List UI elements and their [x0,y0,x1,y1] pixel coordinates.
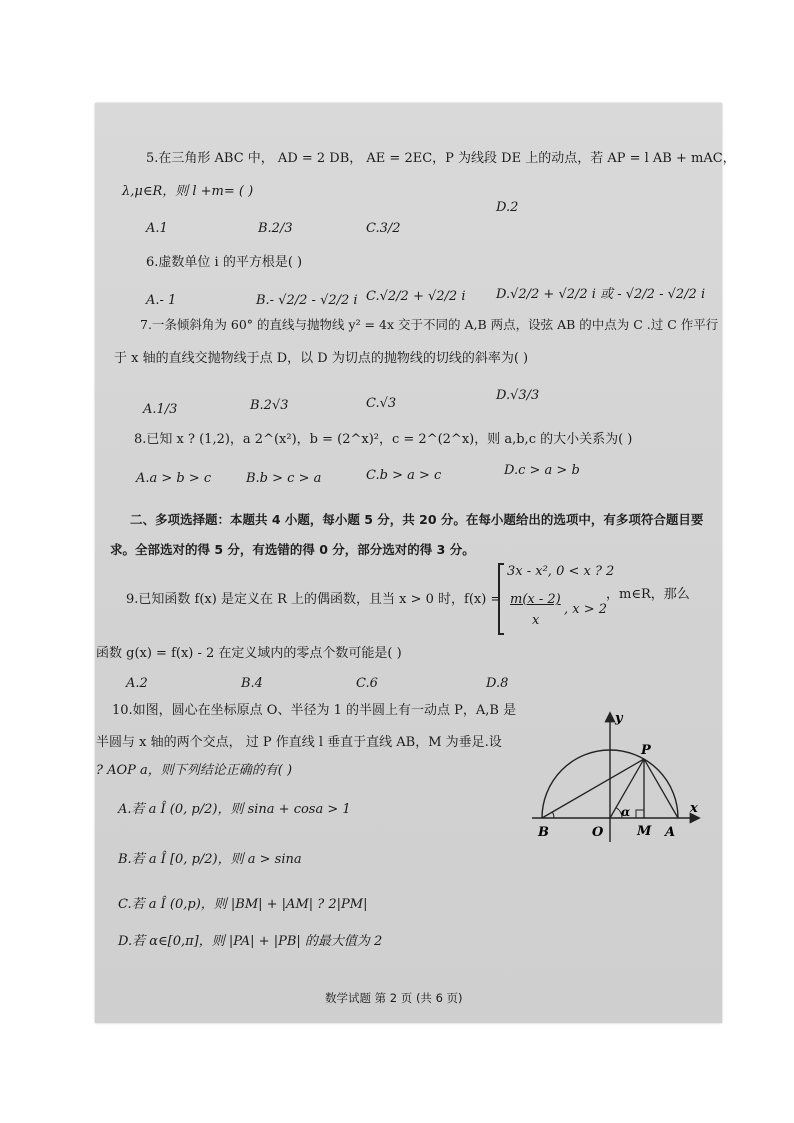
q7-option-c: C.√3 [366,396,397,411]
q6-option-d: D.√2/2 + √2/2 i 或 - √2/2 - √2/2 i [496,287,706,302]
q9-piecewise-brace [498,563,504,635]
q8-option-d: D.c > a > b [504,463,580,478]
q7-stem-line2: 于 x 轴的直线交抛物线于点 D，以 D 为切点的抛物线的切线的斜率为( ) [114,351,529,366]
label-alpha: α [621,805,631,819]
q9-piece2-denominator: x [532,613,540,628]
q10-option-d: D.若 α∈[0,π]，则 |PA| + |PB| 的最大值为 2 [118,934,383,949]
q10-semicircle-figure [528,706,704,846]
segment-pa [644,759,678,818]
label-y: y [615,711,623,726]
q9-piece1: 3x - x², 0 < x ? 2 [507,564,615,579]
q9-stem-line2: 函数 g(x) = f(x) - 2 在定义域内的零点个数可能是( ) [96,646,402,661]
label-o: O [592,825,604,840]
q7-option-a: A.1/3 [143,402,178,417]
angle-b-arc [552,812,554,818]
q8-stem: 8.已知 x ? (1,2)，a 2^(x²)，b = (2^x)²，c = 2^(2^x)，则 a,b,c 的大小关系为( ) [134,432,633,447]
q10-stem-line2: 半圆与 x 轴的两个交点， 过 P 作直线 l 垂直于直线 AB，M 为垂足.设 [96,735,502,750]
section2-heading-line1: 二、多项选择题：本题共 4 小题，每小题 5 分，共 20 分。在每小题给出的选项中，有多项符合题目要 [130,512,704,527]
q9-stem-b: ，m∈R，那么 [606,587,690,602]
q9-option-b: B.4 [241,676,263,691]
q5-option-d: D.2 [496,200,519,215]
q7-option-d: D.√3/3 [496,388,540,403]
q8-option-a: A.a > b > c [136,471,212,486]
q5-option-b: B.2/3 [258,221,293,236]
q8-option-c: C.b > a > c [366,468,442,483]
q10-stem-line3: ? AOP a，则下列结论正确的有( ) [96,763,293,778]
right-angle-mark [636,810,644,818]
label-p: P [641,743,651,758]
q9-option-c: C.6 [356,676,378,691]
label-m: M [637,824,652,839]
q6-option-a: A.- 1 [146,293,177,308]
q6-option-c: C.√2/2 + √2/2 i [366,289,466,304]
q10-option-a: A.若 a Î (0, p/2)，则 sina + cosa > 1 [118,802,351,817]
section2-heading-line2: 求。全部选对的得 5 分，有选错的得 0 分，部分选对的得 3 分。 [110,542,475,557]
q6-stem: 6.虚数单位 i 的平方根是( ) [146,255,303,270]
q10-option-c: C.若 a Î (0,p)，则 |BM| + |AM| ? 2|PM| [118,897,368,912]
label-x: x [690,801,698,816]
q10-option-b: B.若 a Î [0, p/2)，则 a > sina [118,852,302,867]
q9-option-d: D.8 [486,676,509,691]
exam-page [95,103,722,1023]
q5-option-c: C.3/2 [366,221,401,236]
q9-piece2-numerator: m(x - 2) [510,592,561,607]
q5-stem-line1: 5.在三角形 ABC 中， AD = 2 DB， AE = 2EC，P 为线段 DE 上的动点，若 AP = l AB + mAC， [146,151,736,166]
q9-piece2-condition: , x > 2 [564,602,608,617]
q7-option-b: B.2√3 [250,398,289,413]
q5-option-a: A.1 [146,221,168,236]
q10-stem-line1: 10.如图，圆心在坐标原点 O、半径为 1 的半圆上有一动点 P，A,B 是 [112,703,517,718]
q8-option-b: B.b > c > a [246,471,322,486]
q6-option-b: B.- √2/2 - √2/2 i [256,293,358,308]
label-b: B [538,825,549,840]
label-a: A [665,825,676,840]
q5-stem-line2: λ,μ∈R，则 l +m= ( ) [122,184,254,199]
page-footer: 数学试题 第 2 页 (共 6 页) [325,991,463,1005]
q9-stem-a: 9.已知函数 f(x) 是定义在 R 上的偶函数，且当 x > 0 时，f(x) = [126,592,502,607]
q7-stem-line1: 7.一条倾斜角为 60° 的直线与抛物线 y² = 4x 交于不同的 A,B 两点，设弦 AB 的中点为 C .过 C 作平行 [140,317,719,332]
q9-option-a: A.2 [126,676,148,691]
